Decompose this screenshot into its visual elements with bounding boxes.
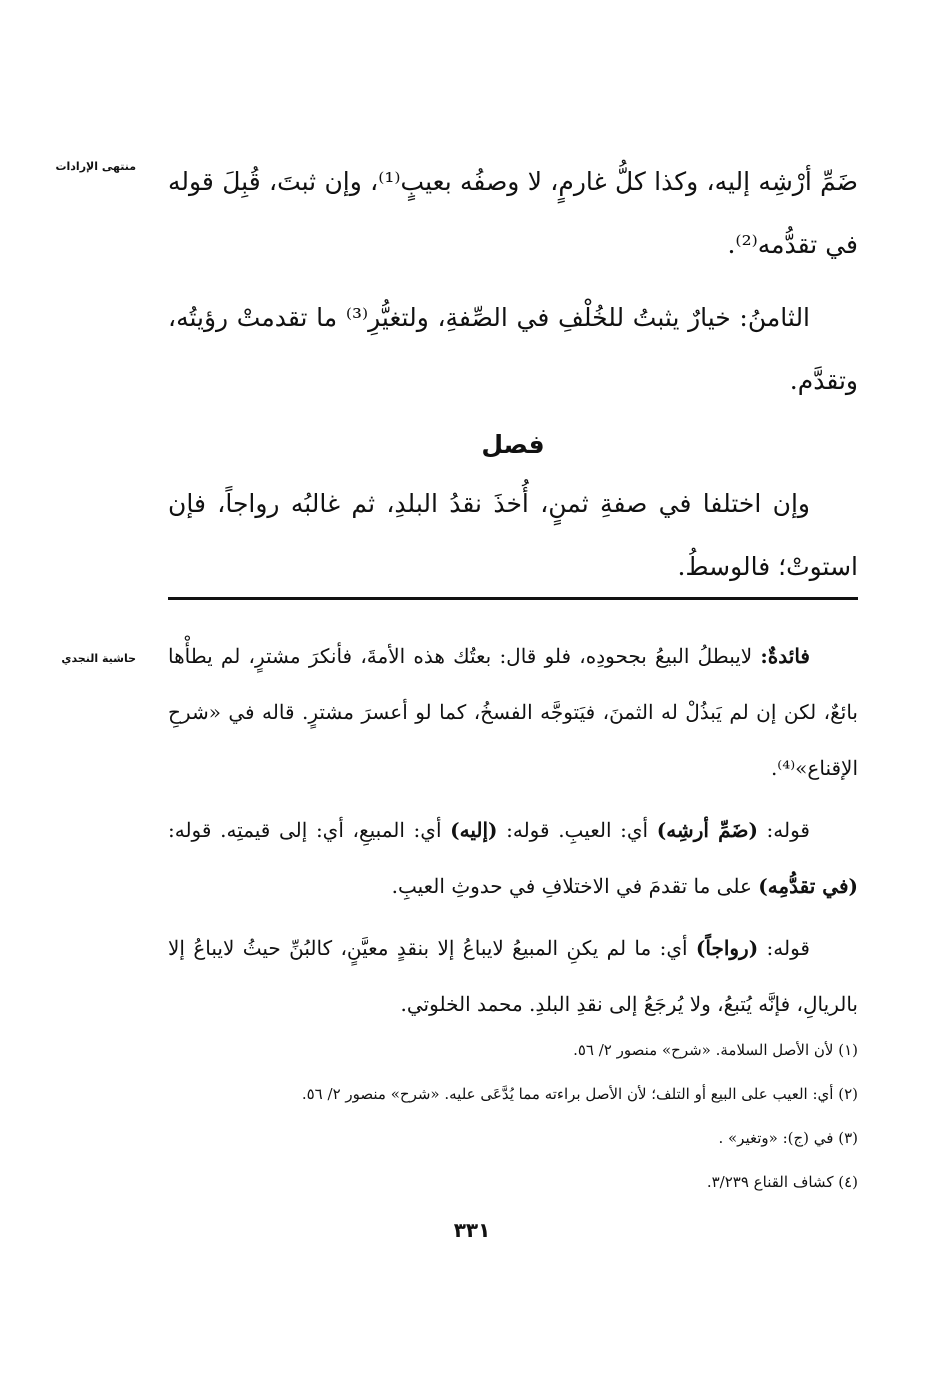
footnote: (٣) في (ج): «وتغير» . [718, 1129, 858, 1147]
gloss-text: أي: العيبِ. قوله: [497, 818, 657, 842]
quoted-term: (في تقدُّمِه) [758, 874, 858, 898]
hashiya-paragraph [168, 802, 858, 914]
quoted-term: (ضَمِّ أرشِه) [656, 818, 758, 842]
footnote: (٤) كشاف القناع ٣/٢٣٩. [706, 1173, 858, 1191]
footnotes [168, 1028, 858, 1204]
main-text [168, 150, 858, 598]
footnote: (٢) أي: العيب على البيع أو التلف؛ لأن الأصل براءته مما يُدَّعَى عليه. «شرح» منصور ٢/ ٥٦. [301, 1085, 858, 1103]
hashiya-text [168, 628, 858, 1032]
faida-label: فائدةٌ: [760, 644, 810, 668]
separator-rule [168, 597, 858, 600]
main-paragraph: الثامنُ: خيارٌ يثبتُ للخُلْفِ في الصِّفةِ، ولتغيُّرِ⁽³⁾ ما تقدمتْ رؤيتُه، وتقدَّم. [168, 303, 858, 395]
side-label-najdi: حاشية النجدي [61, 652, 136, 665]
faida-text: لايبطلُ البيعُ بجحودِه، فلو قال: بعتُك هذه الأمةَ، فأنكرَ مشترٍ، لم يطأْها بائعٌ، لكن إن لم يَبذُلْ له الثمنَ، فيَتوجَّه الفسخُ، كما لو أعسرَ مشترٍ. قاله في «شرحِ الإقناع»⁽⁴⁾. [168, 644, 858, 780]
quoted-term: (إليه) [450, 818, 498, 842]
quoted-term: (رواجاً) [695, 936, 759, 960]
main-paragraph: ضَمِّ أرْشِه إليه، وكذا كلُّ غارمٍ، لا وصفُه بعيبٍ⁽¹⁾، وإن ثبتَ، قُبِلَ قوله في تقدُّمه⁽²⁾. [168, 167, 859, 259]
hashiya-paragraph [168, 628, 858, 796]
page-number: ٣٣١ [453, 1218, 491, 1242]
qawluh-text: قوله: [757, 818, 810, 842]
side-label-muntaha: منتهى الإرادات [55, 160, 136, 173]
section-heading: فصل [481, 430, 545, 459]
footnote: (١) لأن الأصل السلامة. «شرح» منصور ٢/ ٥٦. [573, 1041, 858, 1059]
gloss-text: أي: ما لم يكنِ المبيعُ لايباعُ إلا بنقدٍ معيَّنٍ، كالبُنِّ حيثُ لايباعُ إلا بالريالِ، فإنَّه يُتبعُ، ولا يُرجَعُ إلى نقدِ البلدِ. محمد الخلوتي. [168, 936, 858, 1016]
hashiya-paragraph [168, 920, 858, 1032]
qawluh-text: قوله: [758, 936, 810, 960]
main-paragraph: وإن اختلفا في صفةِ ثمنٍ، أُخذَ نقدُ البلدِ، ثم غالبُه رواجاً، فإن استوتْ؛ فالوسطُ. [168, 489, 858, 581]
gloss-text: أي: المبيعِ، أي: إلى قيمتِه. قوله: [168, 818, 451, 842]
gloss-text: على ما تقدمَ في الاختلافِ في حدوثِ العيبِ. [391, 874, 759, 898]
